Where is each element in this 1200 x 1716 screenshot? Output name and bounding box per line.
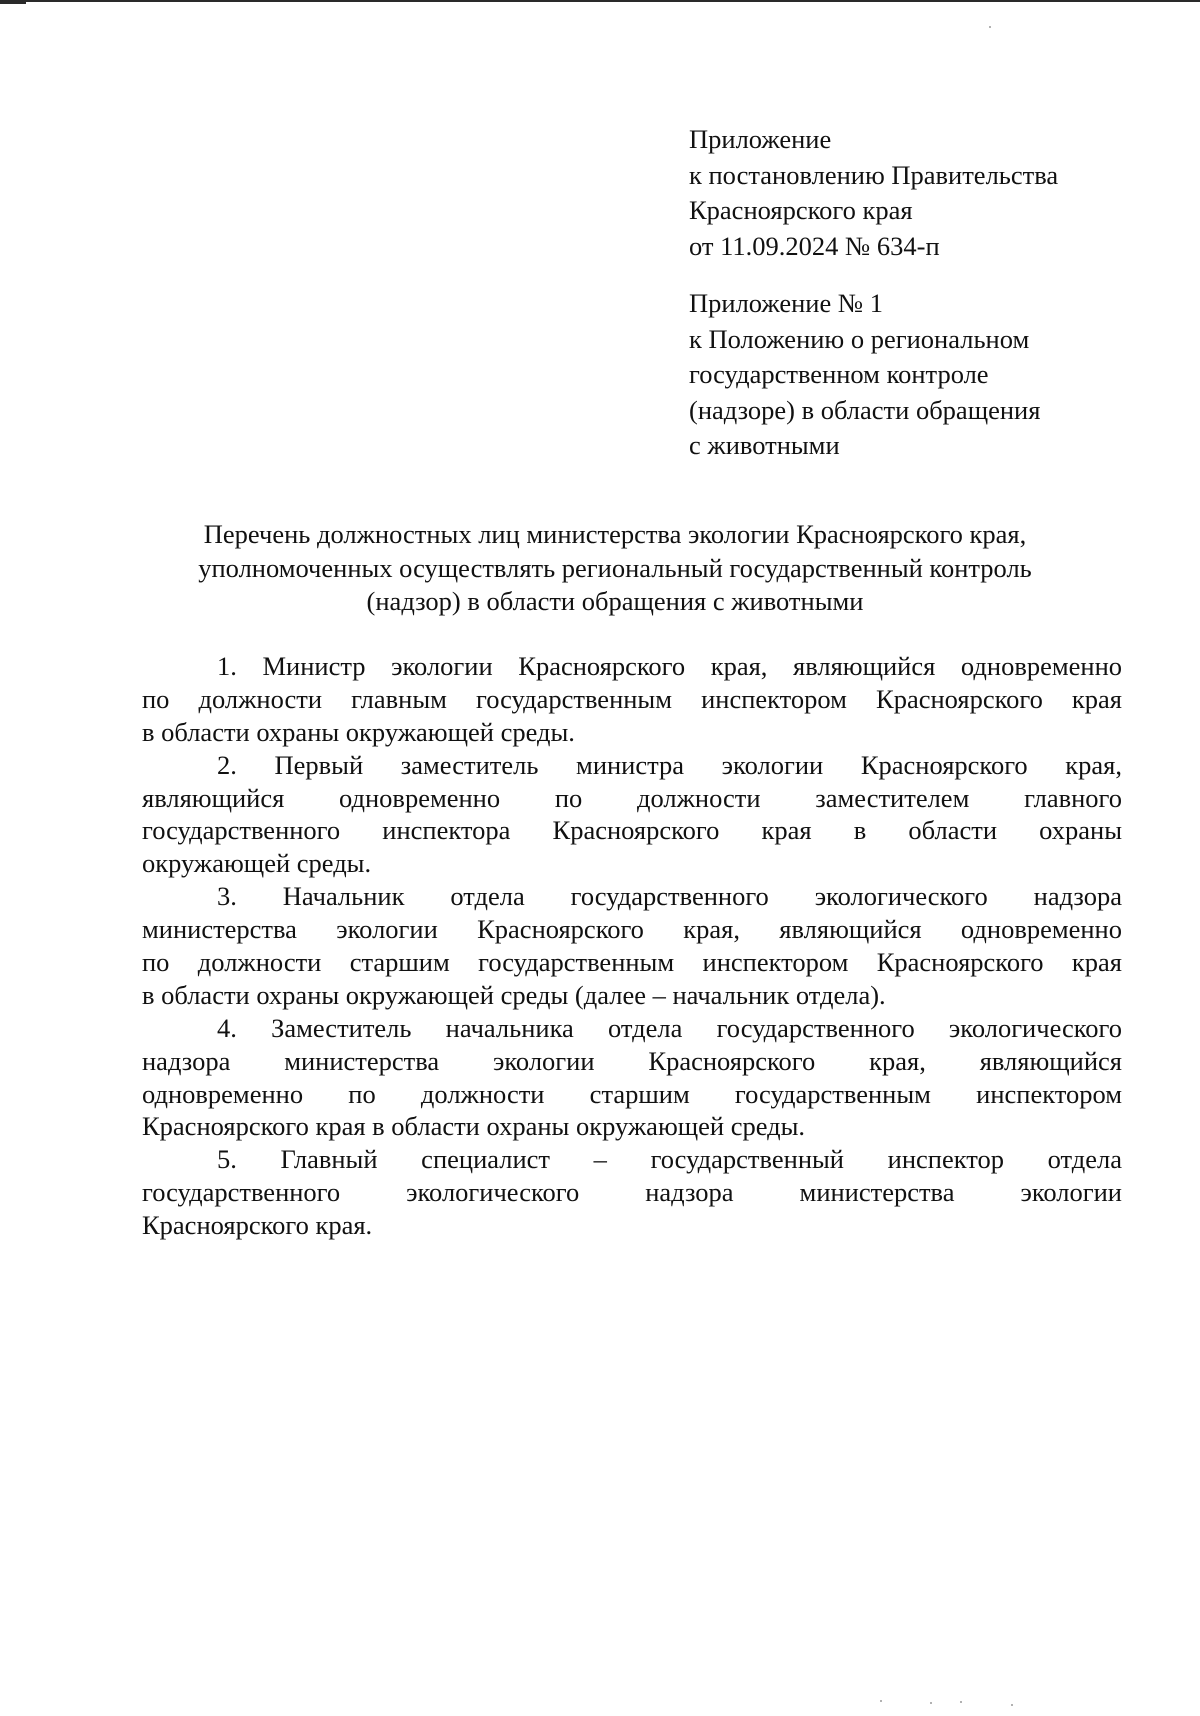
list-item-line: по должности старшим государственным инспектором Красноярского края bbox=[142, 947, 1122, 978]
appendix-main-line: от 11.09.2024 № 634-п bbox=[689, 230, 940, 261]
list-item-line: по должности главным государственным инспектором Красноярского края bbox=[142, 683, 1122, 714]
title-line: (надзор) в области обращения с животными bbox=[366, 586, 864, 616]
list-item-line: 2. Первый заместитель министра экологии Красноярского края, bbox=[217, 749, 1122, 780]
list-item-line: 3. Начальник отдела государственного экологического надзора bbox=[217, 881, 1122, 912]
list-item-line: в области охраны окружающей среды. bbox=[142, 716, 575, 747]
list-item-line: министерства экологии Красноярского края, являющийся одновременно bbox=[142, 914, 1122, 945]
scan-speck bbox=[930, 1702, 932, 1704]
appendix-secondary-line: к Положению о региональном bbox=[689, 323, 1030, 354]
appendix-main-line: Красноярского края bbox=[689, 195, 913, 225]
appendix-secondary-line: Приложение № 1 bbox=[689, 288, 884, 318]
list-item-line: 1. Министр экологии Красноярского края, являющийся одновременно bbox=[217, 651, 1122, 681]
list-item-line: 5. Главный специалист – государственный инспектор отдела bbox=[217, 1144, 1122, 1175]
title-line: уполномоченных осуществлять региональный государственный контроль bbox=[198, 552, 1032, 583]
scan-speck bbox=[960, 1701, 962, 1703]
appendix-secondary-line: (надзоре) в области обращения bbox=[689, 394, 1041, 425]
list-item-1 bbox=[142, 650, 1122, 749]
list-item-line: Красноярского края в области охраны окружающей среды. bbox=[142, 1111, 806, 1142]
scan-speck bbox=[989, 26, 991, 28]
scan-speck bbox=[880, 1700, 882, 1702]
list-item-line: надзора министерства экологии Красноярского края, являющийся bbox=[142, 1045, 1122, 1076]
list-item-3 bbox=[142, 880, 1122, 1012]
list-item-5 bbox=[142, 1143, 1122, 1242]
list-item-line: государственного экологического надзора министерства экологии bbox=[142, 1177, 1122, 1208]
list-item-line: Красноярского края. bbox=[142, 1210, 373, 1241]
list-item-line: одновременно по должности старшим государственным инспектором bbox=[142, 1078, 1122, 1109]
appendix-main-line: к постановлению Правительства bbox=[689, 159, 1059, 190]
appendix-header-secondary bbox=[689, 286, 1129, 464]
list-item-line: являющийся одновременно по должности заместителем главного bbox=[142, 782, 1122, 813]
list-item-2 bbox=[142, 749, 1122, 881]
list-item-line: государственного инспектора Красноярского края в области охраны bbox=[142, 815, 1122, 846]
document-title bbox=[130, 518, 1100, 619]
officials-list bbox=[142, 650, 1122, 1242]
scan-speck bbox=[1011, 1704, 1013, 1706]
appendix-secondary-line: государственном контроле bbox=[689, 359, 989, 389]
title-line: Перечень должностных лиц министерства экологии Красноярского края, bbox=[203, 519, 1027, 549]
scan-top-edge bbox=[0, 0, 1200, 2]
list-item-line: 4. Заместитель начальника отдела государственного экологического bbox=[217, 1012, 1122, 1043]
list-item-line: окружающей среды. bbox=[142, 848, 372, 879]
appendix-secondary-line: с животными bbox=[689, 430, 840, 460]
appendix-main-line: Приложение bbox=[689, 124, 832, 154]
scan-corner-mark bbox=[0, 2, 26, 4]
list-item-line: в области охраны окружающей среды (далее – начальник отдела). bbox=[142, 979, 886, 1010]
list-item-4 bbox=[142, 1012, 1122, 1144]
appendix-header-main bbox=[689, 122, 1129, 264]
